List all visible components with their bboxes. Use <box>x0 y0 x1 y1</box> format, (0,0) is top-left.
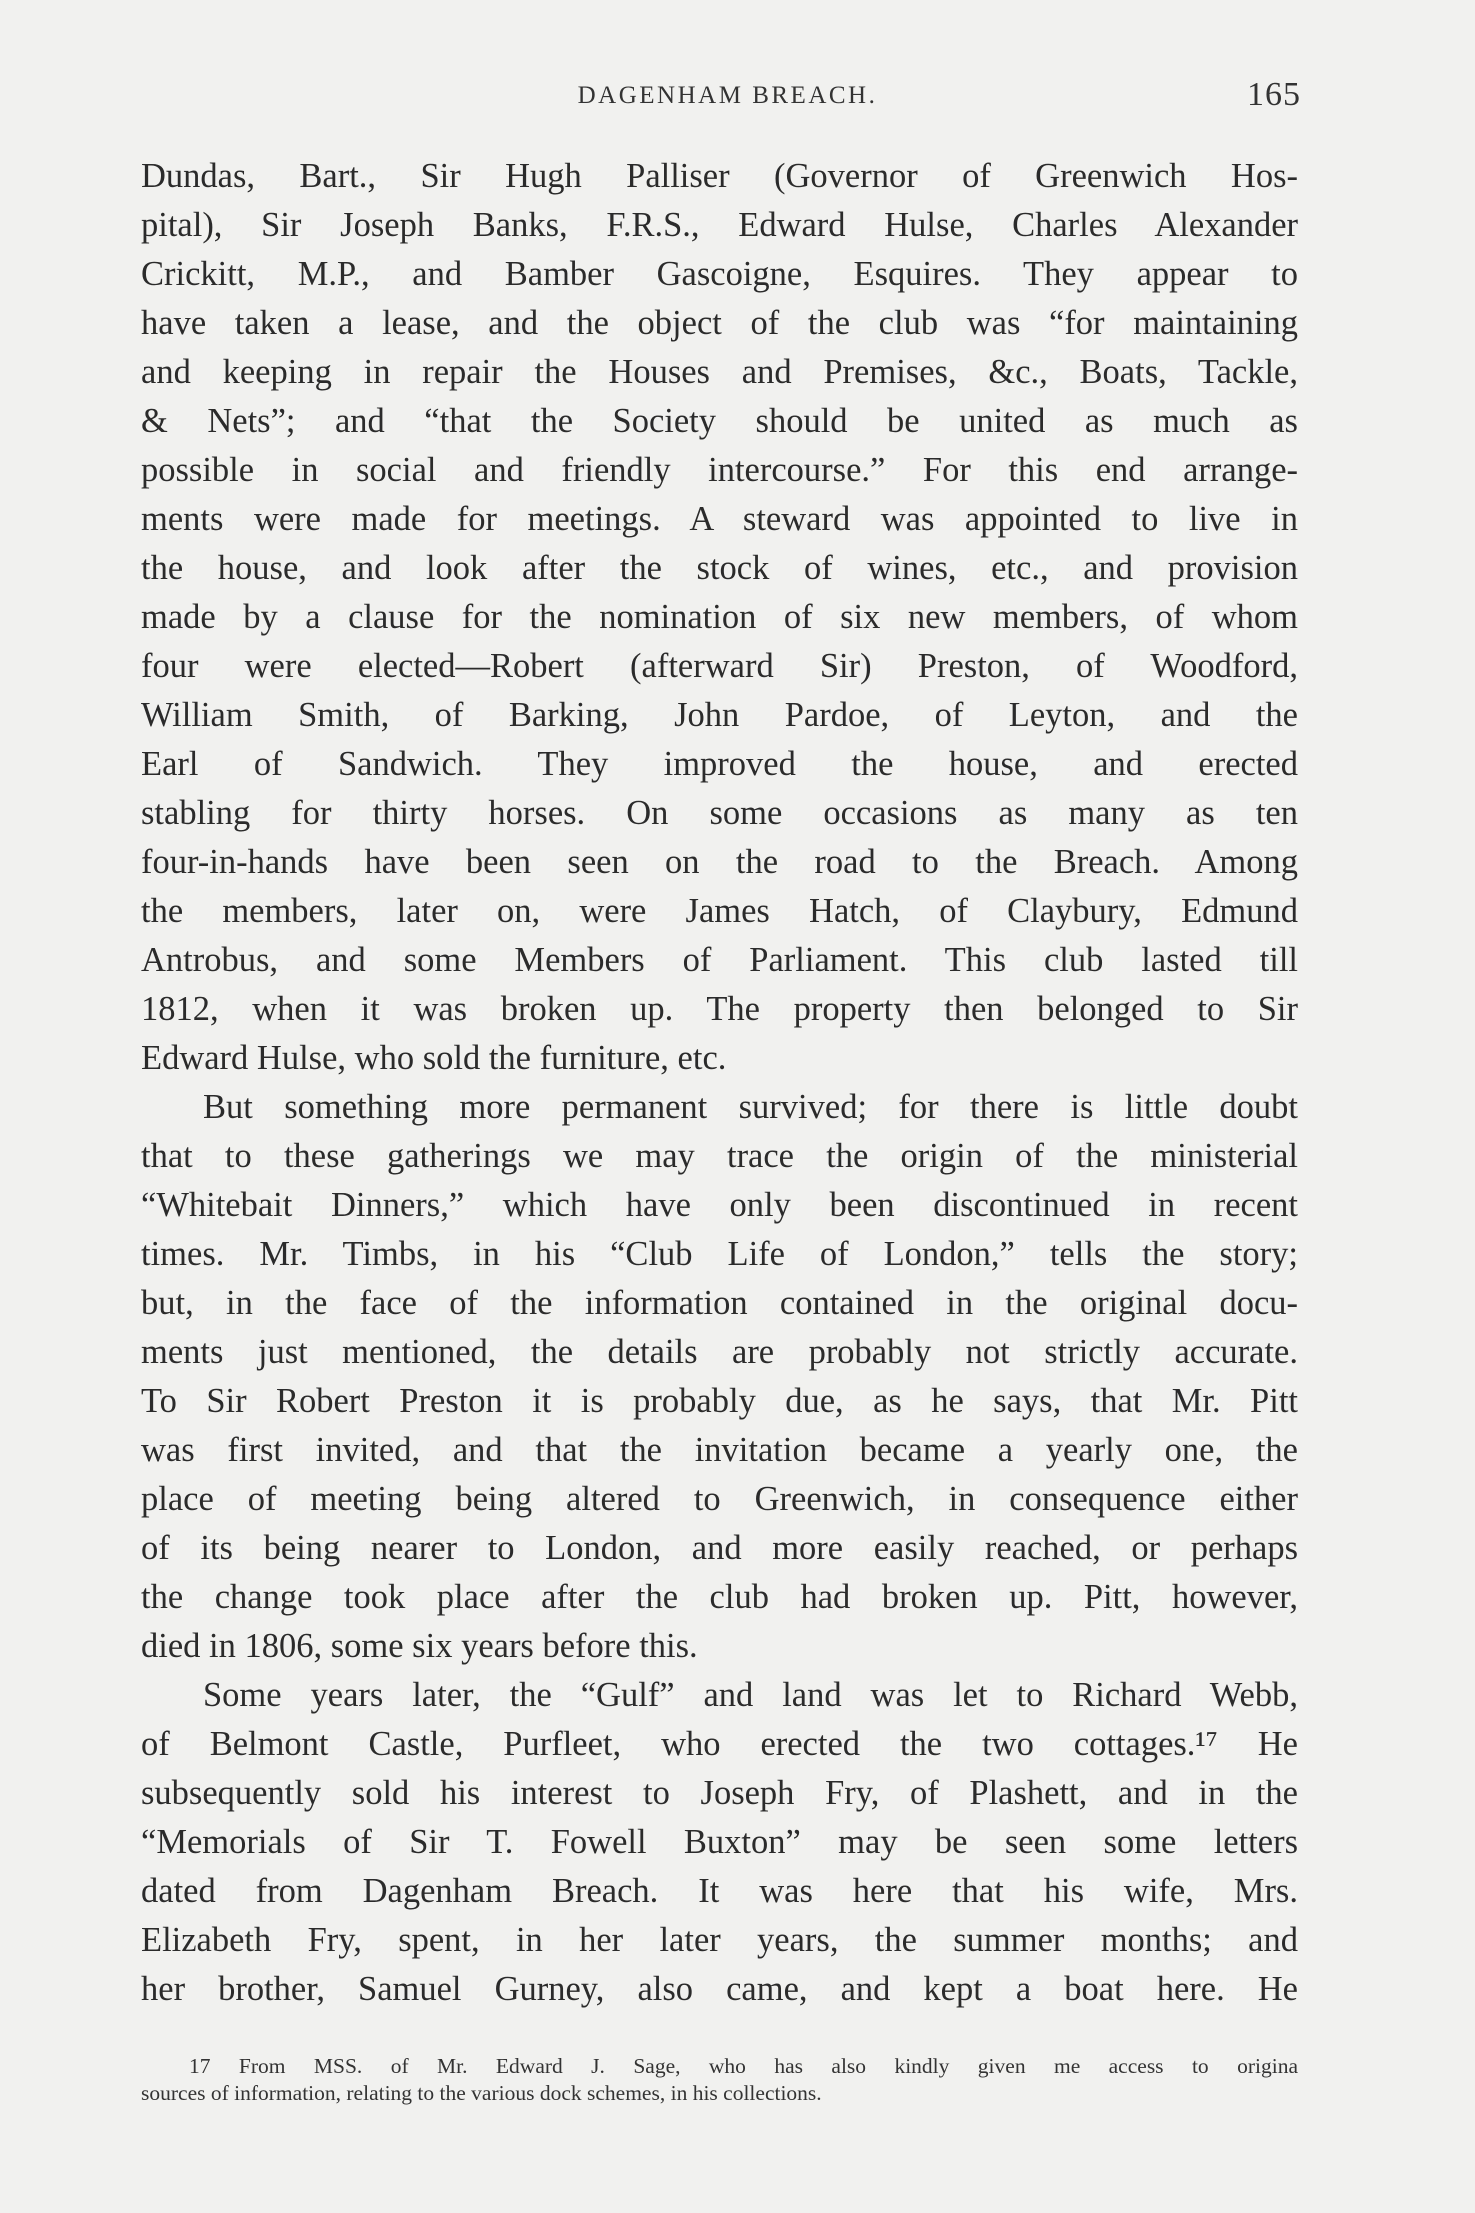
text-line: times. Mr. Timbs, in his “Club Life of London,” tells the story; <box>141 1235 1298 1273</box>
page-number: 165 <box>1247 76 1301 113</box>
text-line: of its being nearer to London, and more easily reached, or perhaps <box>141 1529 1298 1567</box>
text-line: “Whitebait Dinners,” which have only been discontinued in recent <box>141 1186 1298 1224</box>
text-line: & Nets”; and “that the Society should be united as much as <box>141 402 1298 440</box>
text-line: 1812, when it was broken up. The property then belonged to Sir <box>141 990 1298 1028</box>
text-line: Antrobus, and some Members of Parliament. This club lasted till <box>141 941 1298 979</box>
text-line: her brother, Samuel Gurney, also came, and kept a boat here. He <box>141 1970 1298 2008</box>
running-head <box>140 78 1315 118</box>
text-line: pital), Sir Joseph Banks, F.R.S., Edward Hulse, Charles Alexander <box>141 206 1298 244</box>
text-line: four-in-hands have been seen on the road to the Breach. Among <box>141 843 1298 881</box>
text-line: stabling for thirty horses. On some occasions as many as ten <box>141 794 1298 832</box>
text-line: Crickitt, M.P., and Bamber Gascoigne, Esquires. They appear to <box>141 255 1298 293</box>
text-line: the members, later on, were James Hatch, of Claybury, Edmund <box>141 892 1298 930</box>
text-line: and keeping in repair the Houses and Premises, &c., Boats, Tackle, <box>141 353 1298 391</box>
text-line: the change took place after the club had broken up. Pitt, however, <box>141 1578 1298 1616</box>
text-line: four were elected—Robert (afterward Sir) Preston, of Woodford, <box>141 647 1298 685</box>
text-line: William Smith, of Barking, John Pardoe, of Leyton, and the <box>141 696 1298 734</box>
running-title: DAGENHAM BREACH. <box>577 82 878 109</box>
text-line: But something more permanent survived; for there is little doubt <box>203 1088 1298 1126</box>
text-line: have taken a lease, and the object of the club was “for maintaining <box>141 304 1298 342</box>
text-line: died in 1806, some six years before this. <box>141 1627 698 1665</box>
text-line: “Memorials of Sir T. Fowell Buxton” may be seen some letters <box>141 1823 1298 1861</box>
text-line: ments were made for meetings. A steward was appointed to live in <box>141 500 1298 538</box>
text-line: of Belmont Castle, Purfleet, who erected the two cottages.¹⁷ He <box>141 1725 1298 1763</box>
text-line: place of meeting being altered to Greenwich, in consequence either <box>141 1480 1298 1518</box>
text-line: dated from Dagenham Breach. It was here that his wife, Mrs. <box>141 1872 1298 1910</box>
text-line: To Sir Robert Preston it is probably due, as he says, that Mr. Pitt <box>141 1382 1298 1420</box>
text-line: subsequently sold his interest to Joseph Fry, of Plashett, and in the <box>141 1774 1298 1812</box>
text-line: ments just mentioned, the details are probably not strictly accurate. <box>141 1333 1298 1371</box>
footnote-line: 17 From MSS. of Mr. Edward J. Sage, who has also kindly given me access to origina <box>189 2054 1298 2078</box>
text-line: Elizabeth Fry, spent, in her later years, the summer months; and <box>141 1921 1298 1959</box>
text-line: Dundas, Bart., Sir Hugh Palliser (Governor of Greenwich Hos- <box>141 157 1298 195</box>
text-line: made by a clause for the nomination of six new members, of whom <box>141 598 1298 636</box>
text-line: possible in social and friendly intercourse.” For this end arrange- <box>141 451 1298 489</box>
text-line: Earl of Sandwich. They improved the house, and erected <box>141 745 1298 783</box>
text-line: but, in the face of the information contained in the original docu- <box>141 1284 1298 1322</box>
text-line: was first invited, and that the invitation became a yearly one, the <box>141 1431 1298 1469</box>
footnote-line: sources of information, relating to the various dock schemes, in his collections. <box>141 2081 822 2105</box>
text-line: that to these gatherings we may trace the origin of the ministerial <box>141 1137 1298 1175</box>
footnote <box>141 2053 1298 2107</box>
text-line: the house, and look after the stock of wines, etc., and provision <box>141 549 1298 587</box>
text-line: Some years later, the “Gulf” and land was let to Richard Webb, <box>203 1676 1298 1714</box>
body-text <box>141 152 1298 2014</box>
text-line: Edward Hulse, who sold the furniture, etc. <box>141 1039 727 1077</box>
